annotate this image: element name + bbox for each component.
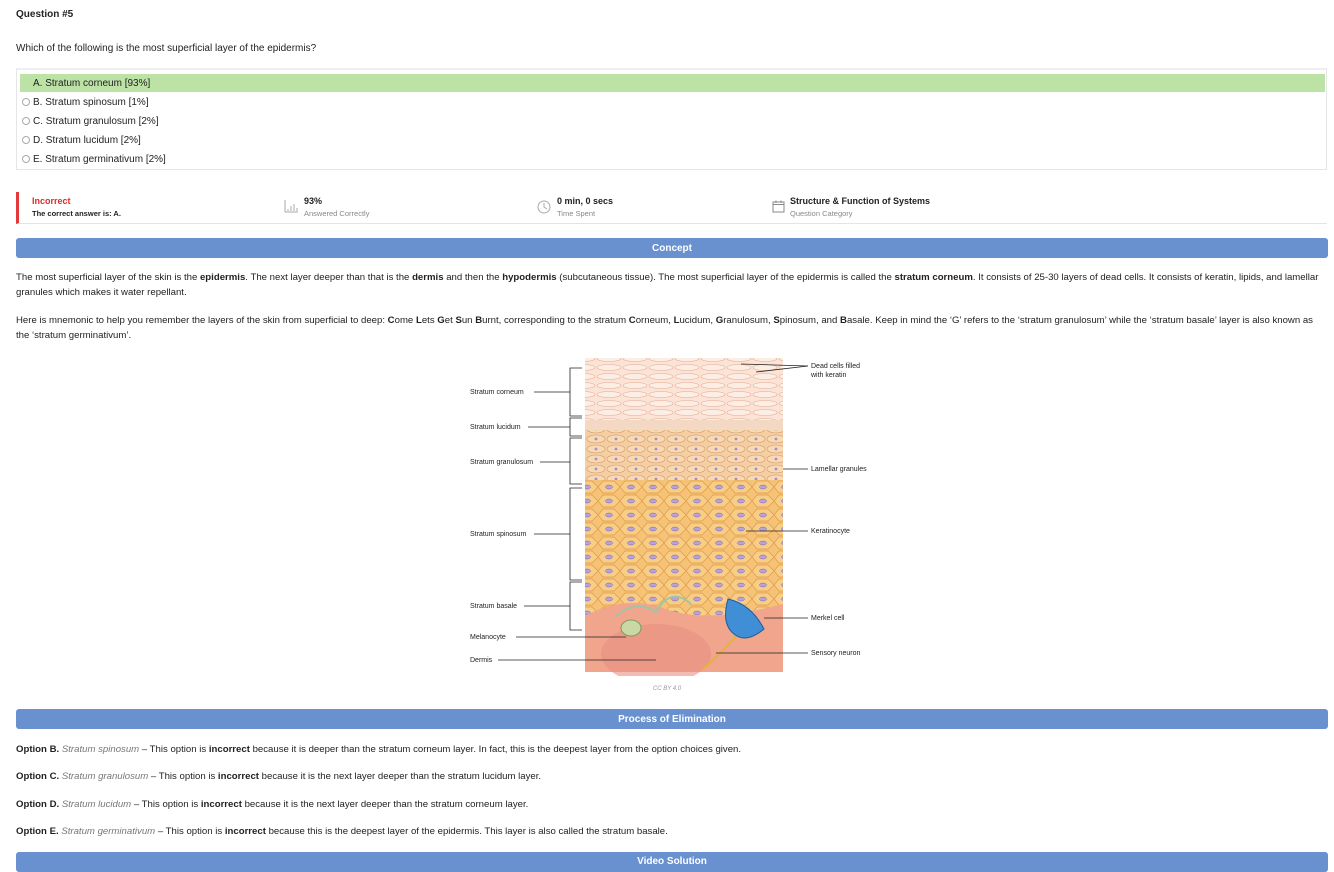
radio-icon[interactable] [22, 155, 30, 163]
text: – This option is [148, 771, 218, 782]
option-label: D. Stratum lucidum [2%] [33, 134, 141, 146]
label-dermis: Dermis [470, 657, 493, 664]
result-status [32, 196, 121, 218]
option-tag: Option C. [16, 771, 60, 782]
clock-icon [537, 200, 551, 214]
text: ets [421, 315, 438, 326]
text: The most superficial layer of the skin is the [16, 272, 200, 283]
elimination-item [16, 799, 528, 810]
text: urnt, corresponding to the stratum [482, 315, 629, 326]
option-label: E. Stratum germinativum [2%] [33, 153, 166, 165]
text: and then the [443, 272, 503, 283]
label-sensory-neuron: Sensory neuron [811, 650, 861, 657]
text: Here is mnemonic to help you remember the layers of the skin from superficial to deep: [16, 315, 388, 326]
option-tag: Option E. [16, 826, 59, 837]
option-b[interactable] [20, 93, 1325, 111]
option-name: Stratum germinativum [61, 826, 156, 837]
option-name: Stratum lucidum [61, 799, 132, 810]
bold-text: S [773, 315, 780, 326]
text: – This option is [139, 744, 209, 755]
bold-text: stratum corneum [894, 272, 973, 283]
option-d[interactable] [20, 131, 1325, 149]
text: pinosum, and [779, 315, 840, 326]
text: (subcutaneous tissue). The most superficial layer of the epidermis is called the [556, 272, 895, 283]
label-melanocyte: Melanocyte [470, 634, 506, 641]
option-c[interactable] [20, 112, 1325, 130]
text: ranulosum, [723, 315, 774, 326]
text: because this is the deepest layer of the epidermis. This layer is also called the stratum basale. [265, 826, 668, 837]
bold-text: dermis [412, 272, 444, 283]
text: . It consists of 25-30 layers of dead cells. It consists of keratin, lipids, and lamellar granules which makes it water repellant. [16, 272, 1319, 298]
bold-text: B [475, 315, 483, 326]
bold-text: hypodermis [502, 272, 557, 283]
bold-text: C [628, 315, 636, 326]
question-text: Which of the following is the most superficial layer of the epidermis? [16, 43, 317, 54]
bold-text: S [455, 315, 462, 326]
result-stats-bar [16, 192, 1327, 224]
option-label: B. Stratum spinosum [1%] [33, 96, 149, 108]
skin-layers-illustration [466, 354, 876, 676]
time-spent-stat [557, 196, 613, 218]
text: – This option is [155, 826, 225, 837]
elimination-item [16, 826, 668, 837]
bold-text: incorrect [200, 799, 242, 810]
text: – This option is [131, 799, 201, 810]
radio-icon[interactable] [22, 98, 30, 106]
calendar-icon [772, 200, 785, 213]
question-number: Question #5 [16, 9, 74, 20]
bold-text: G [715, 315, 724, 326]
bold-text: incorrect [208, 744, 250, 755]
text: ome [394, 315, 416, 326]
category-stat [790, 196, 930, 218]
option-tag: Option B. [16, 744, 60, 755]
text: . The next layer deeper than that is the [245, 272, 413, 283]
percent-label: Answered Correctly [304, 209, 370, 218]
time-value: 0 min, 0 secs [557, 196, 614, 206]
percent-value: 93% [304, 196, 323, 206]
text: because it is the next layer deeper than the stratum lucidum layer. [258, 771, 542, 782]
label-keratinocyte: Keratinocyte [811, 528, 850, 535]
answer-options [16, 68, 1327, 170]
option-label: C. Stratum granulosum [2%] [33, 115, 159, 127]
text: asale. Keep in mind the ‘G’ refers to the ‘stratum granulosum’ while the ‘stratum basale’ layer is also known as the ‘stratum germinativum’. [16, 315, 1313, 341]
label-merkel-cell: Merkel cell [811, 615, 845, 622]
bold-text: L [415, 315, 422, 326]
elimination-header[interactable]: Process of Elimination [16, 709, 1328, 729]
bold-text: B [840, 315, 847, 326]
label-lamellar-granules: Lamellar granules [811, 466, 867, 473]
bold-text: G [437, 315, 445, 326]
label-stratum-spinosum: Stratum spinosum [470, 531, 527, 538]
radio-icon[interactable] [22, 136, 30, 144]
text: because it is the next layer deeper than the stratum corneum layer. [241, 799, 529, 810]
bold-text: incorrect [224, 826, 266, 837]
option-name: Stratum granulosum [61, 771, 149, 782]
label-stratum-basale: Stratum basale [470, 603, 518, 610]
label-dead-cells: Dead cells filled [811, 363, 861, 370]
elimination-item [16, 744, 741, 755]
concept-paragraph-1 [16, 271, 1328, 300]
bold-text: L [673, 315, 680, 326]
label-with-keratin: with keratin [811, 372, 847, 379]
radio-icon[interactable] [22, 117, 30, 125]
percent-correct-stat [304, 196, 369, 218]
option-e[interactable] [20, 150, 1325, 168]
option-a[interactable] [20, 74, 1325, 92]
bold-text: epidermis [199, 272, 246, 283]
bold-text: C [387, 315, 395, 326]
skin-layers-figure [466, 354, 876, 676]
bold-text: incorrect [217, 771, 259, 782]
text: because it is deeper than the stratum corneum layer. In fact, this is the deepest layer from the option choices given. [249, 744, 742, 755]
category-value: Structure & Function of Systems [790, 196, 931, 206]
text: orneum, [635, 315, 674, 326]
figure-caption: CC BY 4.0 [652, 686, 682, 692]
text: et [444, 315, 456, 326]
concept-paragraph-2 [16, 314, 1328, 343]
text: ucidum, [679, 315, 716, 326]
label-stratum-lucidum: Stratum lucidum [470, 424, 521, 431]
category-label: Question Category [790, 209, 853, 218]
elimination-item [16, 771, 541, 782]
result-text: Incorrect [32, 196, 71, 206]
option-label: A. Stratum corneum [93%] [33, 77, 151, 89]
time-label: Time Spent [557, 209, 596, 218]
option-name: Stratum spinosum [61, 744, 140, 755]
bar-chart-icon [284, 200, 299, 213]
concept-header[interactable]: Concept [16, 238, 1328, 258]
option-tag: Option D. [16, 799, 60, 810]
label-stratum-granulosum: Stratum granulosum [470, 459, 534, 466]
correct-answer-text: The correct answer is: A. [32, 209, 121, 218]
text: un [461, 315, 476, 326]
video-solution-header[interactable]: Video Solution [16, 852, 1328, 872]
label-stratum-corneum: Stratum corneum [470, 389, 524, 396]
